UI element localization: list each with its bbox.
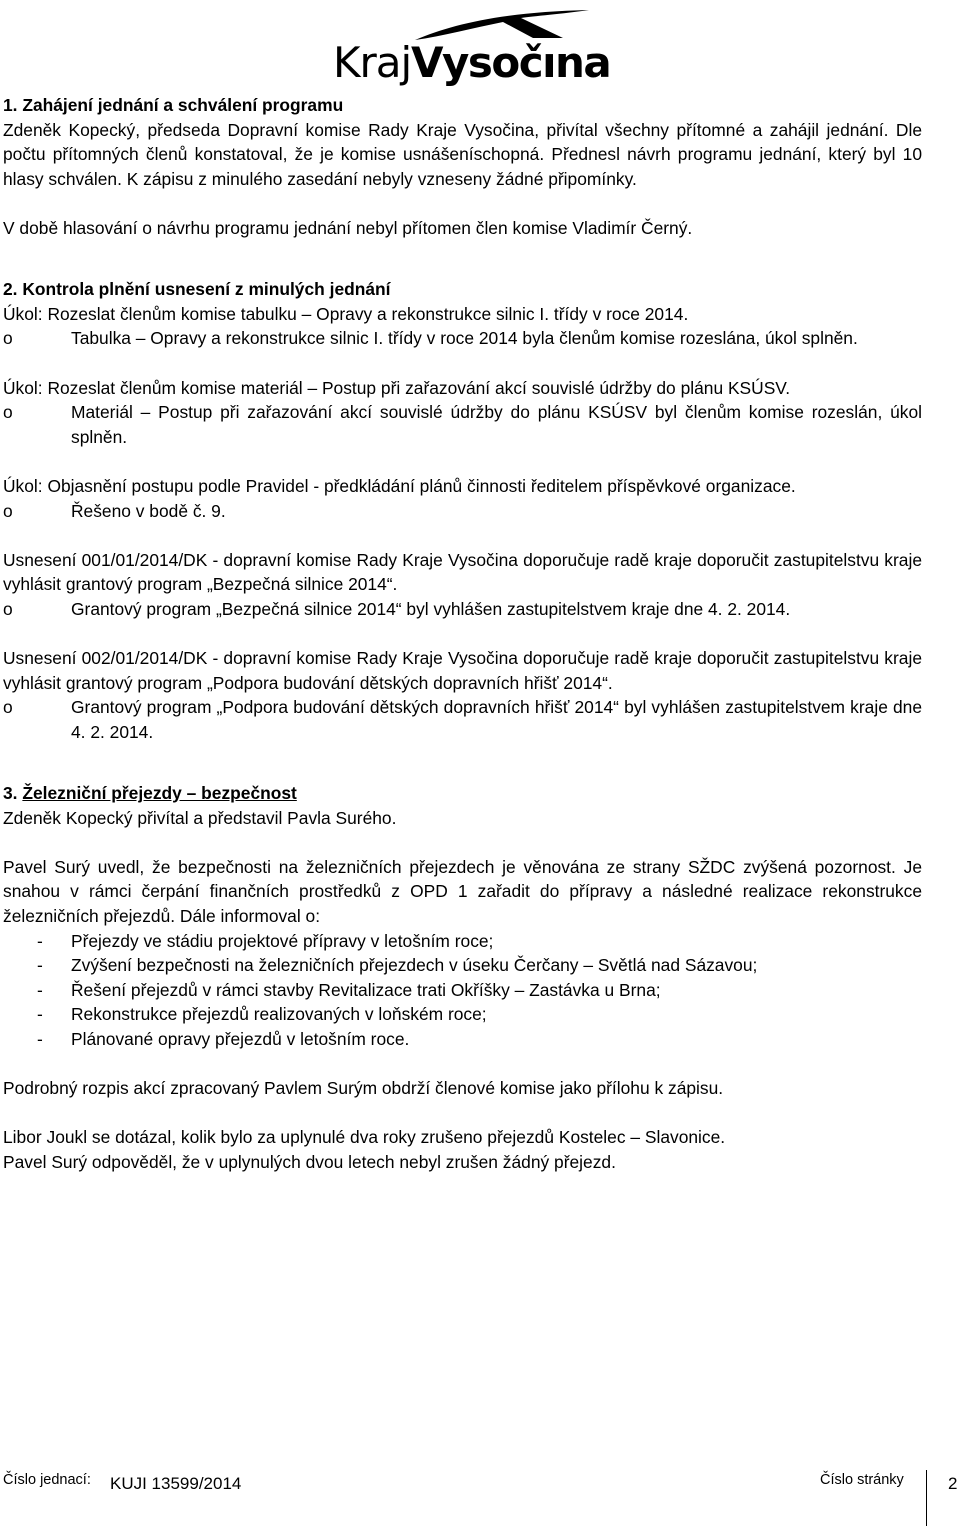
list-item-text: Řešení přejezdů v rámci stavby Revitalizace trati Okříšky – Zastávka u Brna;	[71, 979, 661, 1000]
section-1-title: 1. Zahájení jednání a schválení programu	[3, 95, 344, 115]
task-1: Úkol: Rozeslat členům komise tabulku – Opravy a rekonstrukce silnic I. třídy v roce 2014.	[3, 303, 689, 324]
list-item-text: Rekonstrukce přejezdů realizovaných v loňském roce;	[71, 1004, 487, 1025]
section-3-title	[3, 781, 922, 806]
list-item	[3, 1002, 922, 1027]
answer: Pavel Surý odpověděl, že v uplynulých dvou letech nebyl zrušen žádný přejezd.	[3, 1151, 616, 1172]
question: Libor Joukl se dotázal, kolik bylo za uplynulé dva roky zrušeno přejezdů Kostelec – Slavonice.	[3, 1127, 726, 1148]
section-3-paragraph: Pavel Surý uvedl, že bezpečnosti na železničních přejezdech je věnována ze strany SŽDC zvýšená pozornost. Je snahou v rámci čerpání finančních prostředků z OPD 1 zařadit do přípravy a následné realizace rekonstrukce železničních přejezdů. Dále informoval o:	[3, 856, 922, 926]
dash-marker: -	[37, 955, 43, 976]
task-2: Úkol: Rozeslat členům komise materiál – Postup při zařazování akcí souvislé údržby do plánu KSÚSV.	[3, 377, 791, 398]
bullet-o: o	[3, 598, 13, 619]
list-item	[3, 978, 922, 1003]
bullet-o: o	[3, 697, 13, 718]
page-footer	[3, 1470, 958, 1526]
railway-list	[3, 929, 922, 1052]
task-3-result-text: Řešeno v bodě č. 9.	[71, 500, 226, 521]
dash-marker: -	[37, 930, 43, 951]
resolution-2: Usnesení 002/01/2014/DK - dopravní komise Rady Kraje Vysočina doporučuje radě kraje doporučit zastupitelstvu kraje vyhlásit grantový program „Podpora budování dětských dopravních hřišť 2014“.	[3, 648, 922, 693]
list-item-text: Plánované opravy přejezdů v letošním roce.	[71, 1028, 410, 1049]
resolution-1-result-text: Grantový program „Bezpečná silnice 2014“ byl vyhlášen zastupitelstvem kraje dne 4. 2. 2014.	[71, 598, 791, 619]
page-label: Číslo stránky	[820, 1472, 904, 1488]
resolution-1-result	[3, 597, 922, 622]
bullet-o: o	[3, 328, 13, 349]
section-1-note: V době hlasování o návrhu programu jednání nebyl přítomen člen komise Vladimír Černý.	[3, 217, 693, 238]
resolution-2-result-text: Grantový program „Podpora budování dětských dopravních hřišť 2014“ byl vyhlášen zastupitelstvem kraje dne 4. 2. 2014.	[71, 697, 922, 742]
dash-marker: -	[37, 1028, 43, 1049]
dash-marker: -	[37, 1004, 43, 1025]
logo-text-vysocina: Vysočına	[411, 38, 611, 87]
task-2-result-text: Materiál – Postup při zařazování akcí souvislé údržby do plánu KSÚSV byl členům komise rozeslán, úkol splněn.	[71, 402, 922, 447]
resolution-1: Usnesení 001/01/2014/DK - dopravní komise Rady Kraje Vysočina doporučuje radě kraje doporučit zastupitelstvu kraje vyhlásit grantový program „Bezpečná silnice 2014“.	[3, 549, 922, 595]
task-3-result	[3, 499, 922, 524]
bullet-o: o	[3, 402, 13, 423]
dash-marker: -	[37, 979, 43, 1000]
task-1-result	[3, 326, 922, 351]
list-item-text: Přejezdy ve stádiu projektové přípravy v letošním roce;	[71, 930, 494, 951]
list-item	[3, 953, 922, 978]
section-2-title: 2. Kontrola plnění usnesení z minulých jednání	[3, 279, 391, 300]
page-number: 2	[948, 1474, 958, 1493]
task-1-result-text: Tabulka – Opravy a rekonstrukce silnic I. třídy v roce 2014 byla členům komise rozeslána, úkol splněn.	[71, 328, 858, 349]
list-item	[3, 929, 922, 954]
kraj-vysocina-logo	[333, 4, 611, 87]
section-3-intro: Zdeněk Kopecký přivítal a představil Pavla Surého.	[3, 807, 397, 828]
footer-divider	[926, 1470, 927, 1526]
attachment-note: Podrobný rozpis akcí zpracovaný Pavlem Surým obdrží členové komise jako přílohu k zápisu.	[3, 1078, 724, 1099]
section-3-number: 3.	[3, 783, 18, 804]
bullet-o: o	[3, 500, 13, 521]
reference-value: KUJI 13599/2014	[110, 1474, 242, 1493]
reference-label: Číslo jednací:	[3, 1472, 91, 1488]
document-body	[3, 93, 922, 1175]
resolution-2-result	[3, 695, 922, 744]
section-3-title-text: Železniční přejezdy – bezpečnost	[22, 783, 297, 804]
section-1-paragraph: Zdeněk Kopecký, předseda Dopravní komise Rady Kraje Vysočina, přivítal všechny přítomné a zahájil jednání. Dle počtu přítomných členů konstatoval, že je komise usnášeníschopná. Přednesl návrh programu jednání, který byl 10 hlasy schválen. K zápisu z minulého zasedání nebyly vzneseny žádné připomínky.	[3, 119, 922, 189]
task-3: Úkol: Objasnění postupu podle Pravidel - předkládání plánů činnosti ředitelem příspěvkové organizace.	[3, 475, 796, 496]
logo-text-kraj: Kraj	[333, 38, 412, 87]
task-2-result	[3, 400, 922, 449]
list-item-text: Zvýšení bezpečnosti na železničních přejezdech v úseku Čerčany – Světlá nad Sázavou;	[71, 955, 758, 976]
list-item	[3, 1027, 922, 1052]
